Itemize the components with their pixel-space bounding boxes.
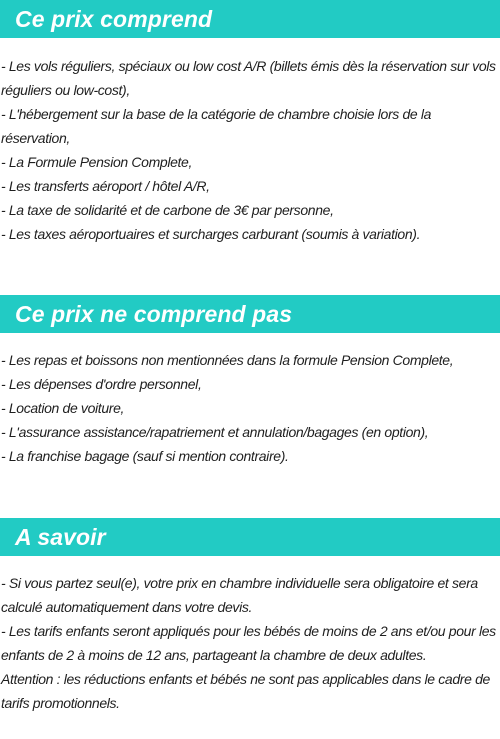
includes-item: - La Formule Pension Complete, — [1, 154, 193, 170]
includes-title: Ce prix comprend — [15, 6, 213, 32]
info-list — [1, 571, 499, 715]
includes-item: - Les taxes aéroportuaires et surcharges carburant (soumis à variation). — [1, 226, 421, 242]
includes-section-header — [0, 0, 500, 38]
info-item: - Si vous partez seul(e), votre prix en chambre individuelle sera obligatoire et sera calculé automatiquement dans votre devis. — [1, 575, 478, 615]
excludes-item: - Les dépenses d'ordre personnel, — [1, 376, 202, 392]
excludes-item: - Les repas et boissons non mentionnées dans la formule Pension Complete, — [1, 352, 454, 368]
excludes-item: - L'assurance assistance/rapatriement et annulation/bagages (en option), — [1, 424, 429, 440]
includes-item: - Les vols réguliers, spéciaux ou low cost A/R (billets émis dès la réservation sur vols réguliers ou low-cost), — [1, 58, 496, 98]
info-item: Attention : les réductions enfants et bébés ne sont pas applicables dans le cadre de tarifs promotionnels. — [1, 671, 490, 711]
includes-item: - L'hébergement sur la base de la catégorie de chambre choisie lors de la réservation, — [1, 106, 432, 146]
info-title: A savoir — [15, 524, 106, 550]
excludes-section-header — [0, 295, 500, 333]
includes-list — [1, 54, 499, 246]
info-item: - Les tarifs enfants seront appliqués pour les bébés de moins de 2 ans et/ou pour les enfants de 2 à moins de 12 ans, partageant la chambre de deux adultes. — [1, 623, 496, 663]
excludes-item: - La franchise bagage (sauf si mention contraire). — [1, 448, 289, 464]
info-section-header — [0, 518, 500, 556]
includes-item: - La taxe de solidarité et de carbone de 3€ par personne, — [1, 202, 334, 218]
excludes-item: - Location de voiture, — [1, 400, 125, 416]
includes-item: - Les transferts aéroport / hôtel A/R, — [1, 178, 210, 194]
excludes-title: Ce prix ne comprend pas — [15, 301, 293, 327]
excludes-list — [1, 348, 499, 468]
